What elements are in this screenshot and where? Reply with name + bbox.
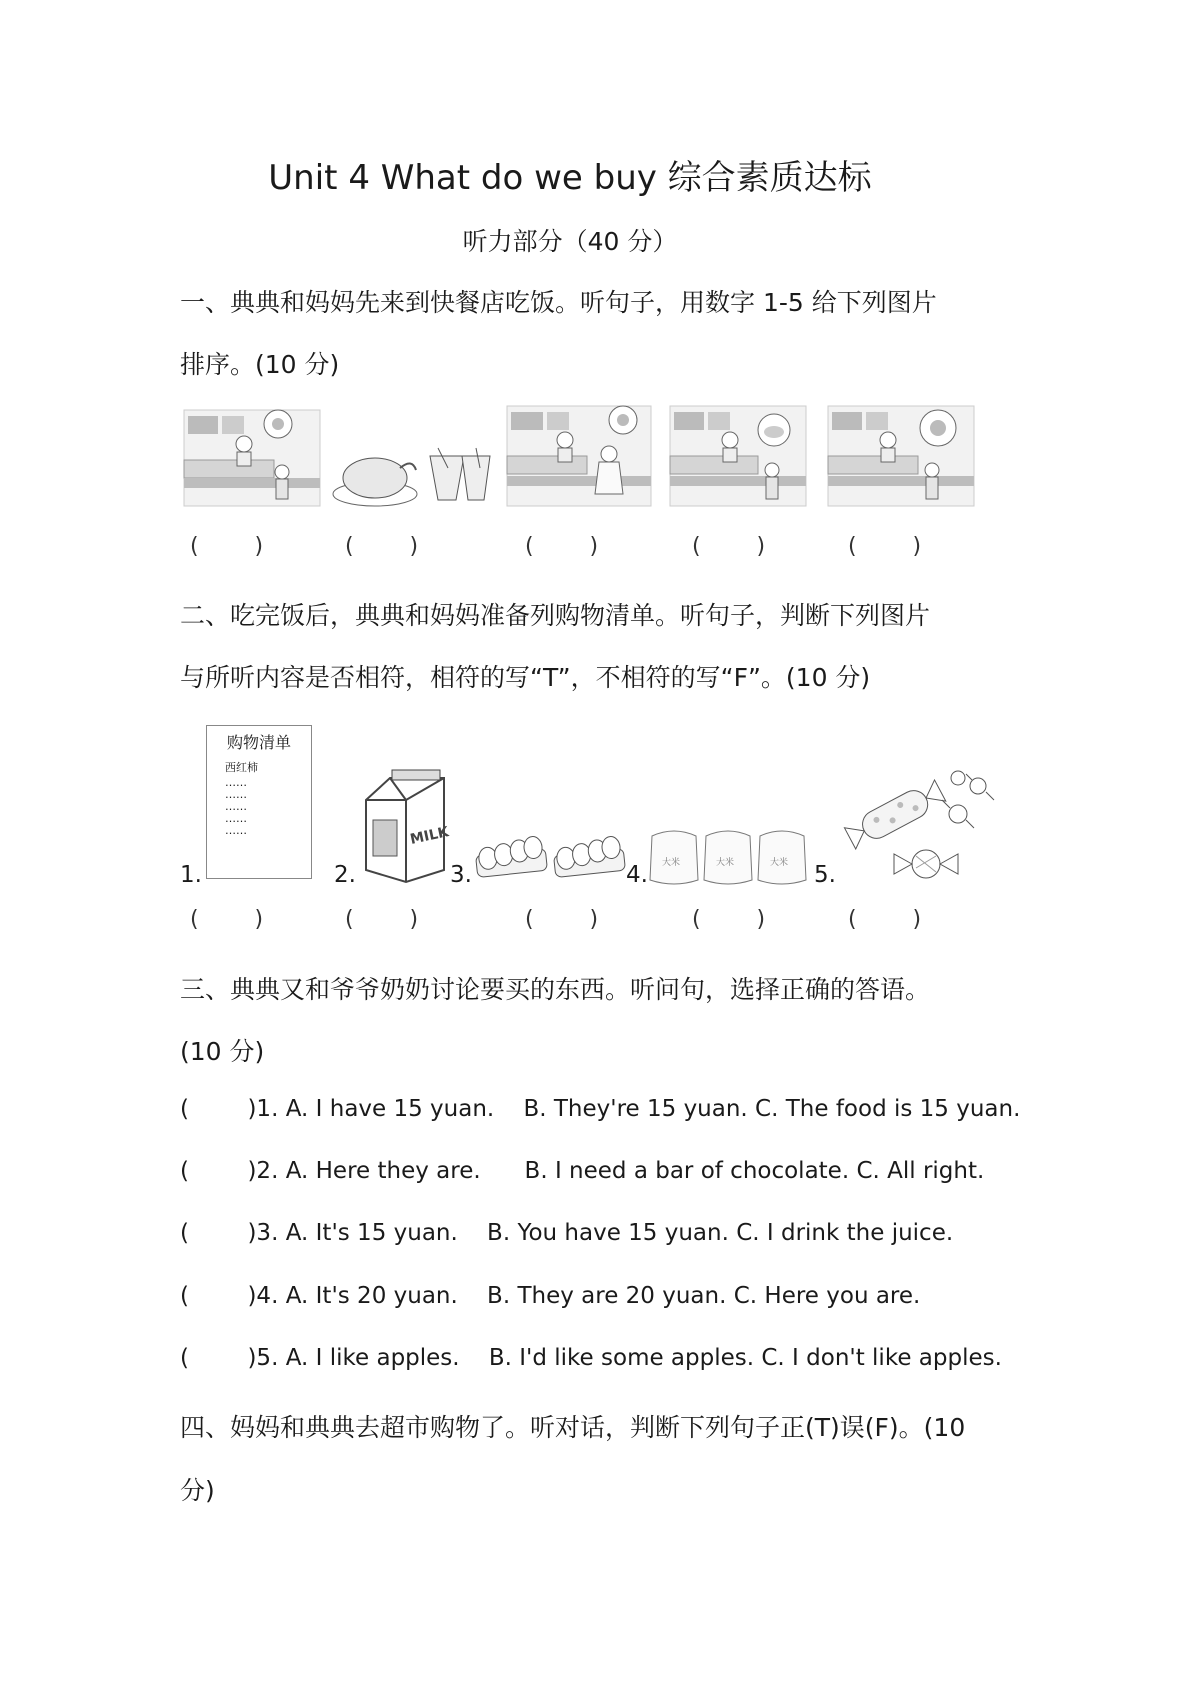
- item-number: 2.: [334, 862, 356, 888]
- question-item[interactable]: ( )3. A. It's 15 yuan. B. You have 15 yuan. C. I drink the juice.: [180, 1220, 954, 1246]
- shopping-list-dots: ……: [225, 788, 247, 801]
- shopping-list-item: 西红柿: [225, 761, 258, 774]
- section1-instruction-cont: 排序。(10 分): [180, 350, 340, 379]
- eggs-icon: [474, 830, 626, 886]
- question-item[interactable]: ( )2. A. Here they are. B. I need a bar of chocolate. C. All right.: [180, 1158, 985, 1184]
- section3-instruction-cont: (10 分): [180, 1037, 265, 1066]
- answer-blank[interactable]: ( ): [345, 534, 419, 559]
- item-number: 4.: [626, 862, 648, 888]
- answer-blank[interactable]: ( ): [692, 534, 766, 559]
- answer-blank[interactable]: ( ): [345, 907, 419, 932]
- answer-blank[interactable]: ( ): [848, 534, 922, 559]
- shop-scene-icon: [505, 404, 653, 508]
- shop-scene-icon: [182, 408, 322, 508]
- candies-icon: [836, 764, 996, 888]
- rice-label: 大米: [770, 858, 789, 868]
- milk-label: MILK: [408, 824, 451, 848]
- shopping-list-title: 购物清单: [226, 733, 291, 752]
- shopping-list-icon: [206, 725, 312, 879]
- section4-instruction: 四、妈妈和典典去超市购物了。听对话，判断下列句子正(T)误(F)。(10: [180, 1413, 966, 1442]
- rice-label: 大米: [716, 858, 735, 868]
- shopping-list-dots: ……: [225, 824, 247, 837]
- answer-blank[interactable]: ( ): [525, 534, 599, 559]
- shopping-list-dots: ……: [225, 800, 247, 813]
- section2-instruction-cont: 与所听内容是否相符，相符的写“T”，不相符的写“F”。(10 分): [180, 663, 871, 692]
- rice-label: 大米: [662, 858, 681, 868]
- shop-scene-icon: [826, 404, 976, 508]
- item-number: 1.: [180, 862, 202, 888]
- question-item[interactable]: ( )1. A. I have 15 yuan. B. They're 15 yuan. C. The food is 15 yuan.: [180, 1096, 1021, 1122]
- roast-chicken-juice-icon: [330, 438, 490, 510]
- answer-blank[interactable]: ( ): [190, 534, 264, 559]
- answer-blank[interactable]: ( ): [525, 907, 599, 932]
- shopping-list-dots: ……: [225, 776, 247, 789]
- section2-instruction: 二、吃完饭后，典典和妈妈准备列购物清单。听句子，判断下列图片: [180, 601, 931, 630]
- answer-blank[interactable]: ( ): [848, 907, 922, 932]
- shop-scene-icon: [668, 404, 808, 508]
- section3-instruction: 三、典典又和爷爷奶奶讨论要买的东西。听问句，选择正确的答语。: [180, 975, 931, 1004]
- item-number: 5.: [814, 862, 836, 888]
- answer-blank[interactable]: ( ): [190, 907, 264, 932]
- shopping-list-dots: ……: [225, 812, 247, 825]
- answer-blank[interactable]: ( ): [692, 907, 766, 932]
- page-subtitle: 听力部分（40 分）: [462, 227, 678, 256]
- section4-instruction-cont: 分): [180, 1476, 215, 1505]
- page-title: Unit 4 What do we buy 综合素质达标: [268, 158, 872, 198]
- question-item[interactable]: ( )5. A. I like apples. B. I'd like some apples. C. I don't like apples.: [180, 1345, 1002, 1371]
- section1-instruction: 一、典典和妈妈先来到快餐店吃饭。听句子，用数字 1-5 给下列图片: [180, 288, 937, 317]
- item-number: 3.: [450, 862, 472, 888]
- question-item[interactable]: ( )4. A. It's 20 yuan. B. They are 20 yuan. C. Here you are.: [180, 1283, 921, 1309]
